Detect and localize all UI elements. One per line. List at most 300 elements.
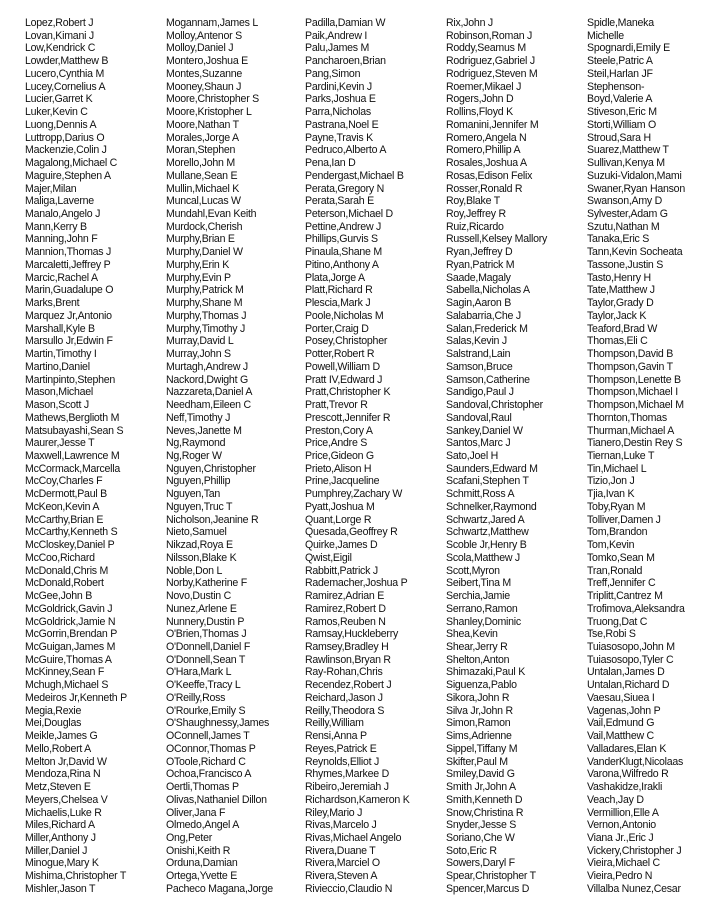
name-entry: McGorrin,Brendan P bbox=[25, 628, 118, 641]
name-entry: Saade,Magaly bbox=[446, 271, 511, 284]
name-entry: Vieira,Michael C bbox=[587, 857, 660, 870]
name-entry: McCarthy,Brian E bbox=[25, 513, 104, 526]
name-entry: Trofimova,Aleksandra bbox=[587, 602, 685, 615]
name-entry: Veach,Jay D bbox=[587, 793, 644, 806]
name-entry: Thompson,Gavin T bbox=[587, 360, 673, 373]
name-entry: Prieto,Alison H bbox=[305, 462, 372, 475]
name-entry: Samson,Bruce bbox=[446, 360, 513, 373]
name-entry: Price,Andre S bbox=[305, 437, 368, 450]
name-entry: Pratt,Christopher K bbox=[305, 386, 391, 399]
name-entry: Rosser,Ronald R bbox=[446, 182, 523, 195]
name-entry: Ortega,Yvette E bbox=[166, 870, 238, 883]
name-entry: Ribeiro,Jeremiah J bbox=[305, 781, 389, 794]
name-entry: Padilla,Damian W bbox=[305, 17, 386, 29]
name-entry: Phillips,Gurvis S bbox=[305, 233, 378, 246]
name-entry: Quesada,Geoffrey R bbox=[305, 526, 398, 539]
name-entry: OConnor,Thomas P bbox=[166, 742, 256, 755]
name-entry: Pacheco Magana,Jorge bbox=[166, 882, 273, 895]
name-entry: Salan,Frederick M bbox=[446, 322, 528, 335]
name-entry: McGoldrick,Jamie N bbox=[25, 615, 116, 628]
name-entry: Tassone,Justin S bbox=[587, 258, 664, 271]
name-entry: Valladares,Elan K bbox=[587, 742, 667, 755]
name-entry: O'Shaughnessy,James bbox=[166, 717, 270, 730]
name-entry: Murray,John S bbox=[166, 348, 231, 361]
name-column-4 bbox=[446, 17, 547, 896]
name-entry: Rabbitt,Patrick J bbox=[305, 564, 378, 577]
name-entry: Tomko,Sean M bbox=[587, 551, 655, 564]
name-entry: Lowder,Matthew B bbox=[25, 55, 109, 68]
name-entry: Thornton,Thomas bbox=[587, 411, 667, 424]
name-entry: Rix,John J bbox=[446, 17, 493, 29]
name-entry: Murphy,Daniel W bbox=[166, 246, 243, 259]
name-entry: Marcaletti,Jeffrey P bbox=[25, 258, 111, 271]
name-entry: Vermillion,Elle A bbox=[587, 806, 659, 819]
name-entry: Thurman,Michael A bbox=[587, 424, 675, 437]
name-entry: Peterson,Michael D bbox=[305, 208, 393, 221]
name-entry: Nilsson,Blake K bbox=[166, 551, 237, 564]
name-entry: Suzuki-Vidalon,Mami bbox=[587, 169, 682, 182]
name-entry: Mei,Douglas bbox=[25, 717, 82, 730]
name-entry: Lucero,Cynthia M bbox=[25, 67, 105, 80]
name-entry: Rivera,Steven A bbox=[305, 870, 378, 883]
name-entry: Parra,Nicholas bbox=[305, 106, 371, 119]
name-entry: Santos,Marc J bbox=[446, 437, 511, 450]
name-entry: Rivera,Duane T bbox=[305, 844, 376, 857]
name-entry: Tom,Brandon bbox=[587, 526, 648, 539]
name-entry: Neff,Timothy J bbox=[166, 411, 231, 424]
name-entry: Boyd,Valerie A bbox=[587, 93, 653, 106]
name-entry: Oertli,Thomas P bbox=[166, 781, 239, 794]
name-entry: Rogers,John D bbox=[446, 93, 514, 106]
name-entry: Pyatt,Joshua M bbox=[305, 500, 375, 513]
name-entry: Untalan,James D bbox=[587, 666, 665, 679]
name-entry: Teaford,Brad W bbox=[587, 322, 658, 335]
name-entry: Paik,Andrew I bbox=[305, 29, 368, 42]
name-entry: Pitino,Anthony A bbox=[305, 258, 379, 271]
name-entry: Saunders,Edward M bbox=[446, 462, 538, 475]
name-entry: Smith Jr,John A bbox=[446, 781, 516, 794]
name-entry: Luong,Dennis A bbox=[25, 118, 97, 131]
name-entry: Orduna,Damian bbox=[166, 857, 238, 870]
name-entry: Moore,Kristopher L bbox=[166, 106, 252, 119]
name-entry: Vickery,Christopher J bbox=[587, 844, 682, 857]
name-column-2 bbox=[166, 17, 273, 896]
name-entry: Sabella,Nicholas A bbox=[446, 284, 530, 297]
name-entry: Plescia,Mark J bbox=[305, 297, 371, 310]
name-entry: Preston,Cory A bbox=[305, 424, 373, 437]
name-entry: Ryan,Patrick M bbox=[446, 258, 515, 271]
name-entry: Low,Kendrick C bbox=[25, 42, 96, 55]
name-entry: Needham,Eileen C bbox=[166, 399, 251, 412]
name-entry: Meyers,Chelsea V bbox=[25, 793, 108, 806]
name-entry: O'Donnell,Daniel F bbox=[166, 640, 251, 653]
name-entry: Thompson,Michael I bbox=[587, 386, 678, 399]
name-entry: Treff,Jennifer C bbox=[587, 577, 656, 590]
name-entry: Romanini,Jennifer M bbox=[446, 118, 539, 131]
name-entry: McDermott,Paul B bbox=[25, 488, 107, 501]
name-entry: Prine,Jacqueline bbox=[305, 475, 380, 488]
name-entry: Pedruco,Alberto A bbox=[305, 144, 387, 157]
name-entry: Payne,Travis K bbox=[305, 131, 373, 144]
name-entry: Salstrand,Lain bbox=[446, 348, 511, 361]
name-entry: Maurer,Jesse T bbox=[25, 437, 95, 450]
name-entry: Steil,Harlan JF bbox=[587, 67, 653, 80]
name-entry: Sandoval,Raul bbox=[446, 411, 512, 424]
name-entry: Vaesau,Siuea I bbox=[587, 691, 655, 704]
name-entry: Tanaka,Eric S bbox=[587, 233, 650, 246]
name-entry: Magalong,Michael C bbox=[25, 157, 118, 170]
name-entry: Tuiasosopo,John M bbox=[587, 640, 675, 653]
name-entry: Ryan,Jeffrey D bbox=[446, 246, 513, 259]
name-entry: Rivas,Marcelo J bbox=[305, 819, 377, 832]
name-entry: Moore,Christopher S bbox=[166, 93, 259, 106]
name-entry: Luttropp,Darius O bbox=[25, 131, 105, 144]
name-entry: Mundahl,Evan Keith bbox=[166, 208, 257, 221]
name-entry: Schwartz,Matthew bbox=[446, 526, 529, 539]
name-entry: Rodriguez,Steven M bbox=[446, 67, 538, 80]
name-entry: Parks,Joshua E bbox=[305, 93, 376, 106]
name-entry: Lovan,Kimani J bbox=[25, 29, 94, 42]
name-entry: Vashakidze,Irakli bbox=[587, 781, 663, 794]
name-entry: Lucier,Garret K bbox=[25, 93, 93, 106]
name-entry: Molloy,Antenor S bbox=[166, 29, 242, 42]
name-entry: Taylor,Grady D bbox=[587, 297, 654, 310]
name-entry: Tann,Kevin Socheata bbox=[587, 246, 683, 259]
name-entry: Tate,Matthew J bbox=[587, 284, 655, 297]
name-entry: Rollins,Floyd K bbox=[446, 106, 513, 119]
name-entry: Recendez,Robert J bbox=[305, 679, 392, 692]
name-entry: Sato,Joel H bbox=[446, 449, 499, 462]
name-entry: Noble,Don L bbox=[166, 564, 223, 577]
name-entry: Nazzareta,Daniel A bbox=[166, 386, 253, 399]
name-entry: Truong,Dat C bbox=[587, 615, 648, 628]
name-entry: Szutu,Nathan M bbox=[587, 220, 660, 233]
name-entry: Pinaula,Shane M bbox=[305, 246, 382, 259]
name-entry: Sylvester,Adam G bbox=[587, 208, 668, 221]
name-entry: Riley,Mario J bbox=[305, 806, 363, 819]
name-entry: Plata,Jorge A bbox=[305, 271, 365, 284]
name-entry: Rosales,Joshua A bbox=[446, 157, 527, 170]
name-entry: Mathews,Berglioth M bbox=[25, 411, 120, 424]
name-entry: Prescott,Jennifer R bbox=[305, 411, 391, 424]
name-entry: Norby,Katherine F bbox=[166, 577, 247, 590]
name-entry: Tolliver,Damen J bbox=[587, 513, 661, 526]
name-entry: Spencer,Marcus D bbox=[446, 882, 530, 895]
name-entry: Nikzad,Roya E bbox=[166, 539, 233, 552]
name-entry: Skifter,Paul M bbox=[446, 755, 508, 768]
name-entry: Minogue,Mary K bbox=[25, 857, 99, 870]
name-entry: Nguyen,Tan bbox=[166, 488, 221, 501]
name-entry: Reilly,William bbox=[305, 717, 364, 730]
name-entry: Sandigo,Paul J bbox=[446, 386, 514, 399]
name-entry: Ramsey,Bradley H bbox=[305, 640, 389, 653]
name-entry: Vagenas,John P bbox=[587, 704, 661, 717]
name-entry: Suarez,Matthew T bbox=[587, 144, 669, 157]
name-entry: Murphy,Evin P bbox=[166, 271, 231, 284]
name-entry: Tse,Robi S bbox=[587, 628, 636, 641]
name-entry: Pena,Ian D bbox=[305, 157, 356, 170]
name-entry: McGee,John B bbox=[25, 590, 93, 603]
name-entry: Olivas,Nathaniel Dillon bbox=[166, 793, 267, 806]
name-entry: Romero,Phillip A bbox=[446, 144, 521, 157]
name-entry: Untalan,Richard D bbox=[587, 679, 670, 692]
name-entry: Murphy,Patrick M bbox=[166, 284, 244, 297]
name-entry: Tuiasosopo,Tyler C bbox=[587, 653, 674, 666]
name-entry: Spidle,Maneka bbox=[587, 17, 654, 29]
name-entry: Pratt,Trevor R bbox=[305, 399, 368, 412]
name-entry: Reichard,Jason J bbox=[305, 691, 383, 704]
name-entry: Russell,Kelsey Mallory bbox=[446, 233, 548, 246]
name-entry: Rivera,Marciel O bbox=[305, 857, 380, 870]
name-entry: Shelton,Anton bbox=[446, 653, 510, 666]
name-entry: Rivieccio,Claudio N bbox=[305, 882, 393, 895]
name-entry: Thompson,Lenette B bbox=[587, 373, 681, 386]
name-entry: Matsubayashi,Sean S bbox=[25, 424, 124, 437]
name-entry: Rhymes,Markee D bbox=[305, 768, 389, 781]
name-entry: Murphy,Thomas J bbox=[166, 309, 247, 322]
name-entry: Marsullo Jr,Edwin F bbox=[25, 335, 113, 348]
name-entry: Schnelker,Raymond bbox=[446, 500, 537, 513]
name-entry: Powell,William D bbox=[305, 360, 380, 373]
name-entry: Murphy,Timothy J bbox=[166, 322, 246, 335]
name-entry: Tom,Kevin bbox=[587, 539, 635, 552]
name-entry: Ramirez,Adrian E bbox=[305, 590, 385, 603]
name-entry: Vieira,Pedro N bbox=[587, 870, 653, 883]
name-entry: Triplitt,Cantrez M bbox=[587, 590, 663, 603]
name-entry: Scott,Myron bbox=[446, 564, 500, 577]
name-entry: OToole,Richard C bbox=[166, 755, 246, 768]
name-entry: Salas,Kevin J bbox=[446, 335, 507, 348]
name-column-5 bbox=[587, 17, 685, 896]
name-entry: Serchia,Jamie bbox=[446, 590, 510, 603]
name-entry: Reyes,Patrick E bbox=[305, 742, 377, 755]
name-entry: Miles,Richard A bbox=[25, 819, 95, 832]
name-entry: Nieto,Samuel bbox=[166, 526, 227, 539]
name-entry: Platt,Richard R bbox=[305, 284, 373, 297]
name-entry: Richardson,Kameron K bbox=[305, 793, 410, 806]
name-entry: Mann,Kerry B bbox=[25, 220, 87, 233]
name-entry: Roemer,Mikael J bbox=[446, 80, 522, 93]
name-entry: Thompson,Michael M bbox=[587, 399, 684, 412]
name-entry: Onishi,Keith R bbox=[166, 844, 231, 857]
name-entry: Schmitt,Ross A bbox=[446, 488, 515, 501]
name-entry: Smith,Kenneth D bbox=[446, 793, 523, 806]
name-entry: Michelle bbox=[587, 29, 624, 42]
name-entry: Sowers,Daryl F bbox=[446, 857, 515, 870]
name-column-3 bbox=[305, 17, 410, 896]
name-entry: Thompson,David B bbox=[587, 348, 674, 361]
name-entry: Marin,Guadalupe O bbox=[25, 284, 114, 297]
name-entry: Simon,Ramon bbox=[446, 717, 511, 730]
name-entry: Nunez,Arlene E bbox=[166, 602, 237, 615]
name-entry: Moore,Nathan T bbox=[166, 118, 239, 131]
name-entry: Murphy,Erin K bbox=[166, 258, 230, 271]
name-entry: Moran,Stephen bbox=[166, 144, 236, 157]
name-entry: Pendergast,Michael B bbox=[305, 169, 404, 182]
name-entry: Melton Jr,David W bbox=[25, 755, 107, 768]
name-entry: Maliga,Laverne bbox=[25, 195, 94, 208]
name-entry: Morales,Jorge A bbox=[166, 131, 239, 144]
name-entry: Tin,Michael L bbox=[587, 462, 647, 475]
name-entry: Soriano,Che W bbox=[446, 832, 515, 844]
name-entry: McCoo,Richard bbox=[25, 551, 95, 564]
name-entry: Shanley,Dominic bbox=[446, 615, 521, 628]
name-entry: Roy,Blake T bbox=[446, 195, 500, 208]
name-entry: Ng,Roger W bbox=[166, 449, 222, 462]
name-entry: Serrano,Ramon bbox=[446, 602, 518, 615]
name-entry: McDonald,Robert bbox=[25, 577, 104, 590]
name-entry: Scola,Matthew J bbox=[446, 551, 520, 564]
name-entry: Spear,Christopher T bbox=[446, 870, 536, 883]
name-entry: McGoldrick,Gavin J bbox=[25, 602, 113, 615]
name-entry: Sandoval,Christopher bbox=[446, 399, 543, 412]
name-entry: Luker,Kevin C bbox=[25, 106, 88, 119]
name-entry: Tran,Ronald bbox=[587, 564, 643, 577]
name-entry: Rademacher,Joshua P bbox=[305, 577, 408, 590]
name-entry: Pettine,Andrew J bbox=[305, 220, 382, 233]
name-entry: Murray,David L bbox=[166, 335, 234, 348]
name-entry: Martin,Timothy I bbox=[25, 348, 97, 361]
name-entry: Sagin,Aaron B bbox=[446, 297, 512, 310]
name-entry: Posey,Christopher bbox=[305, 335, 388, 348]
name-entry: Snow,Christina R bbox=[446, 806, 524, 819]
name-entry: Tjia,Ivan K bbox=[587, 488, 635, 501]
name-entry: Lopez,Robert J bbox=[25, 17, 94, 29]
name-entry: Vail,Matthew C bbox=[587, 730, 654, 743]
name-entry: McCoy,Charles F bbox=[25, 475, 103, 488]
name-entry: McGuire,Thomas A bbox=[25, 653, 112, 666]
name-entry: Swanson,Amy D bbox=[587, 195, 663, 208]
name-entry: Perata,Sarah E bbox=[305, 195, 374, 208]
name-entry: Qwist,Eigil bbox=[305, 551, 352, 564]
name-entry: Scafani,Stephen T bbox=[446, 475, 529, 488]
name-entry: Samson,Catherine bbox=[446, 373, 530, 386]
name-entry: Viana Jr.,Eric J bbox=[587, 832, 654, 844]
name-entry: Majer,Milan bbox=[25, 182, 77, 195]
name-entry: Price,Gideon G bbox=[305, 449, 374, 462]
name-entry: Mello,Robert A bbox=[25, 742, 91, 755]
name-entry: Mason,Scott J bbox=[25, 399, 89, 412]
name-entry: Shear,Jerry R bbox=[446, 640, 508, 653]
name-entry: Montes,Suzanne bbox=[166, 67, 243, 80]
name-entry: Maguire,Stephen A bbox=[25, 169, 111, 182]
name-entry: Rensi,Anna P bbox=[305, 730, 367, 743]
name-entry: Reilly,Theodora S bbox=[305, 704, 385, 717]
name-entry: Stephenson- bbox=[587, 80, 645, 93]
name-entry: Nguyen,Phillip bbox=[166, 475, 231, 488]
name-entry: Murdock,Cherish bbox=[166, 220, 243, 233]
name-entry: Sippel,Tiffany M bbox=[446, 742, 518, 755]
name-entry: Tasto,Henry H bbox=[587, 271, 651, 284]
name-entry: Oliver,Jana F bbox=[166, 806, 226, 819]
name-entry: Sankey,Daniel W bbox=[446, 424, 523, 437]
name-entry: Salabarria,Che J bbox=[446, 309, 521, 322]
name-entry: O'Hara,Mark L bbox=[166, 666, 232, 679]
name-entry: Mannion,Thomas J bbox=[25, 246, 112, 259]
name-entry: Poole,Nicholas M bbox=[305, 309, 384, 322]
name-entry: Ochoa,Francisco A bbox=[166, 768, 252, 781]
name-entry: Silva Jr,John R bbox=[446, 704, 513, 717]
name-entry: Schwartz,Jared A bbox=[446, 513, 525, 526]
name-entry: Novo,Dustin C bbox=[166, 590, 232, 603]
name-entry: Murphy,Brian E bbox=[166, 233, 235, 246]
name-entry: McCarthy,Kenneth S bbox=[25, 526, 118, 539]
name-entry: Taylor,Jack K bbox=[587, 309, 647, 322]
name-entry: Tiernan,Luke T bbox=[587, 449, 655, 462]
name-entry: Megia,Rexie bbox=[25, 704, 82, 717]
name-entry: Steele,Patric A bbox=[587, 55, 653, 68]
name-entry: Sikora,John R bbox=[446, 691, 510, 704]
name-entry: Ramos,Reuben N bbox=[305, 615, 386, 628]
name-entry: Manalo,Angelo J bbox=[25, 208, 101, 221]
name-entry: Quant,Lorge R bbox=[305, 513, 372, 526]
name-entry: McCloskey,Daniel P bbox=[25, 539, 115, 552]
name-entry: Medeiros Jr,Kenneth P bbox=[25, 691, 127, 704]
name-entry: Mullin,Michael K bbox=[166, 182, 240, 195]
name-entry: Mackenzie,Colin J bbox=[25, 144, 107, 157]
name-entry: Mullane,Sean E bbox=[166, 169, 238, 182]
name-entry: Muncal,Lucas W bbox=[166, 195, 241, 208]
name-entry: Smiley,David G bbox=[446, 768, 515, 781]
name-entry: Perata,Gregory N bbox=[305, 182, 385, 195]
name-entry: Varona,Wilfredo R bbox=[587, 768, 669, 781]
name-entry: Mason,Michael bbox=[25, 386, 93, 399]
name-entry: Maxwell,Lawrence M bbox=[25, 449, 120, 462]
name-entry: Toby,Ryan M bbox=[587, 500, 646, 513]
name-entry: Marshall,Kyle B bbox=[25, 322, 95, 335]
name-entry: Robinson,Roman J bbox=[446, 29, 533, 42]
name-entry: O'Donnell,Sean T bbox=[166, 653, 246, 666]
name-entry: McKeon,Kevin A bbox=[25, 500, 100, 513]
name-entry: Ruiz,Ricardo bbox=[446, 220, 504, 233]
name-entry: O'Reilly,Ross bbox=[166, 691, 226, 704]
name-entry: Ong,Peter bbox=[166, 832, 213, 844]
name-entry: Sullivan,Kenya M bbox=[587, 157, 665, 170]
name-entry: Tianero,Destin Rey S bbox=[587, 437, 683, 450]
name-entry: Ramirez,Robert D bbox=[305, 602, 386, 615]
name-entry: Pastrana,Noel E bbox=[305, 118, 379, 131]
name-entry: O'Brien,Thomas J bbox=[166, 628, 247, 641]
name-entry: Stroud,Sara H bbox=[587, 131, 651, 144]
name-entry: McGuigan,James M bbox=[25, 640, 116, 653]
name-entry: Michaelis,Luke R bbox=[25, 806, 102, 819]
name-entry: Pumphrey,Zachary W bbox=[305, 488, 403, 501]
name-entry: Sims,Adrienne bbox=[446, 730, 512, 743]
name-entry: OConnell,James T bbox=[166, 730, 250, 743]
name-entry: Marcic,Rachel A bbox=[25, 271, 98, 284]
name-entry: Manning,John F bbox=[25, 233, 98, 246]
name-entry: O'Keeffe,Tracy L bbox=[166, 679, 241, 692]
name-entry: Marks,Brent bbox=[25, 297, 80, 310]
name-entry: Thomas,Eli C bbox=[587, 335, 648, 348]
name-entry: Nguyen,Truc T bbox=[166, 500, 233, 513]
name-entry: Villalba Nunez,Cesar bbox=[587, 882, 681, 895]
name-entry: Potter,Robert R bbox=[305, 348, 375, 361]
name-entry: Roy,Jeffrey R bbox=[446, 208, 506, 221]
name-column-1 bbox=[25, 17, 127, 896]
name-entry: Marquez Jr,Antonio bbox=[25, 309, 112, 322]
name-entry: Vail,Edmund G bbox=[587, 717, 655, 730]
name-entry: Murphy,Shane M bbox=[166, 297, 243, 310]
name-entry: Pardini,Kevin J bbox=[305, 80, 372, 93]
name-entry: Mogannam,James L bbox=[166, 17, 258, 29]
name-entry: Mishler,Jason T bbox=[25, 882, 96, 895]
name-entry: Shimazaki,Paul K bbox=[446, 666, 526, 679]
name-entry: Murtagh,Andrew J bbox=[166, 360, 248, 373]
name-entry: Nicholson,Jeanine R bbox=[166, 513, 259, 526]
name-entry: Meikle,James G bbox=[25, 730, 98, 743]
name-entry: Nackord,Dwight G bbox=[166, 373, 248, 386]
